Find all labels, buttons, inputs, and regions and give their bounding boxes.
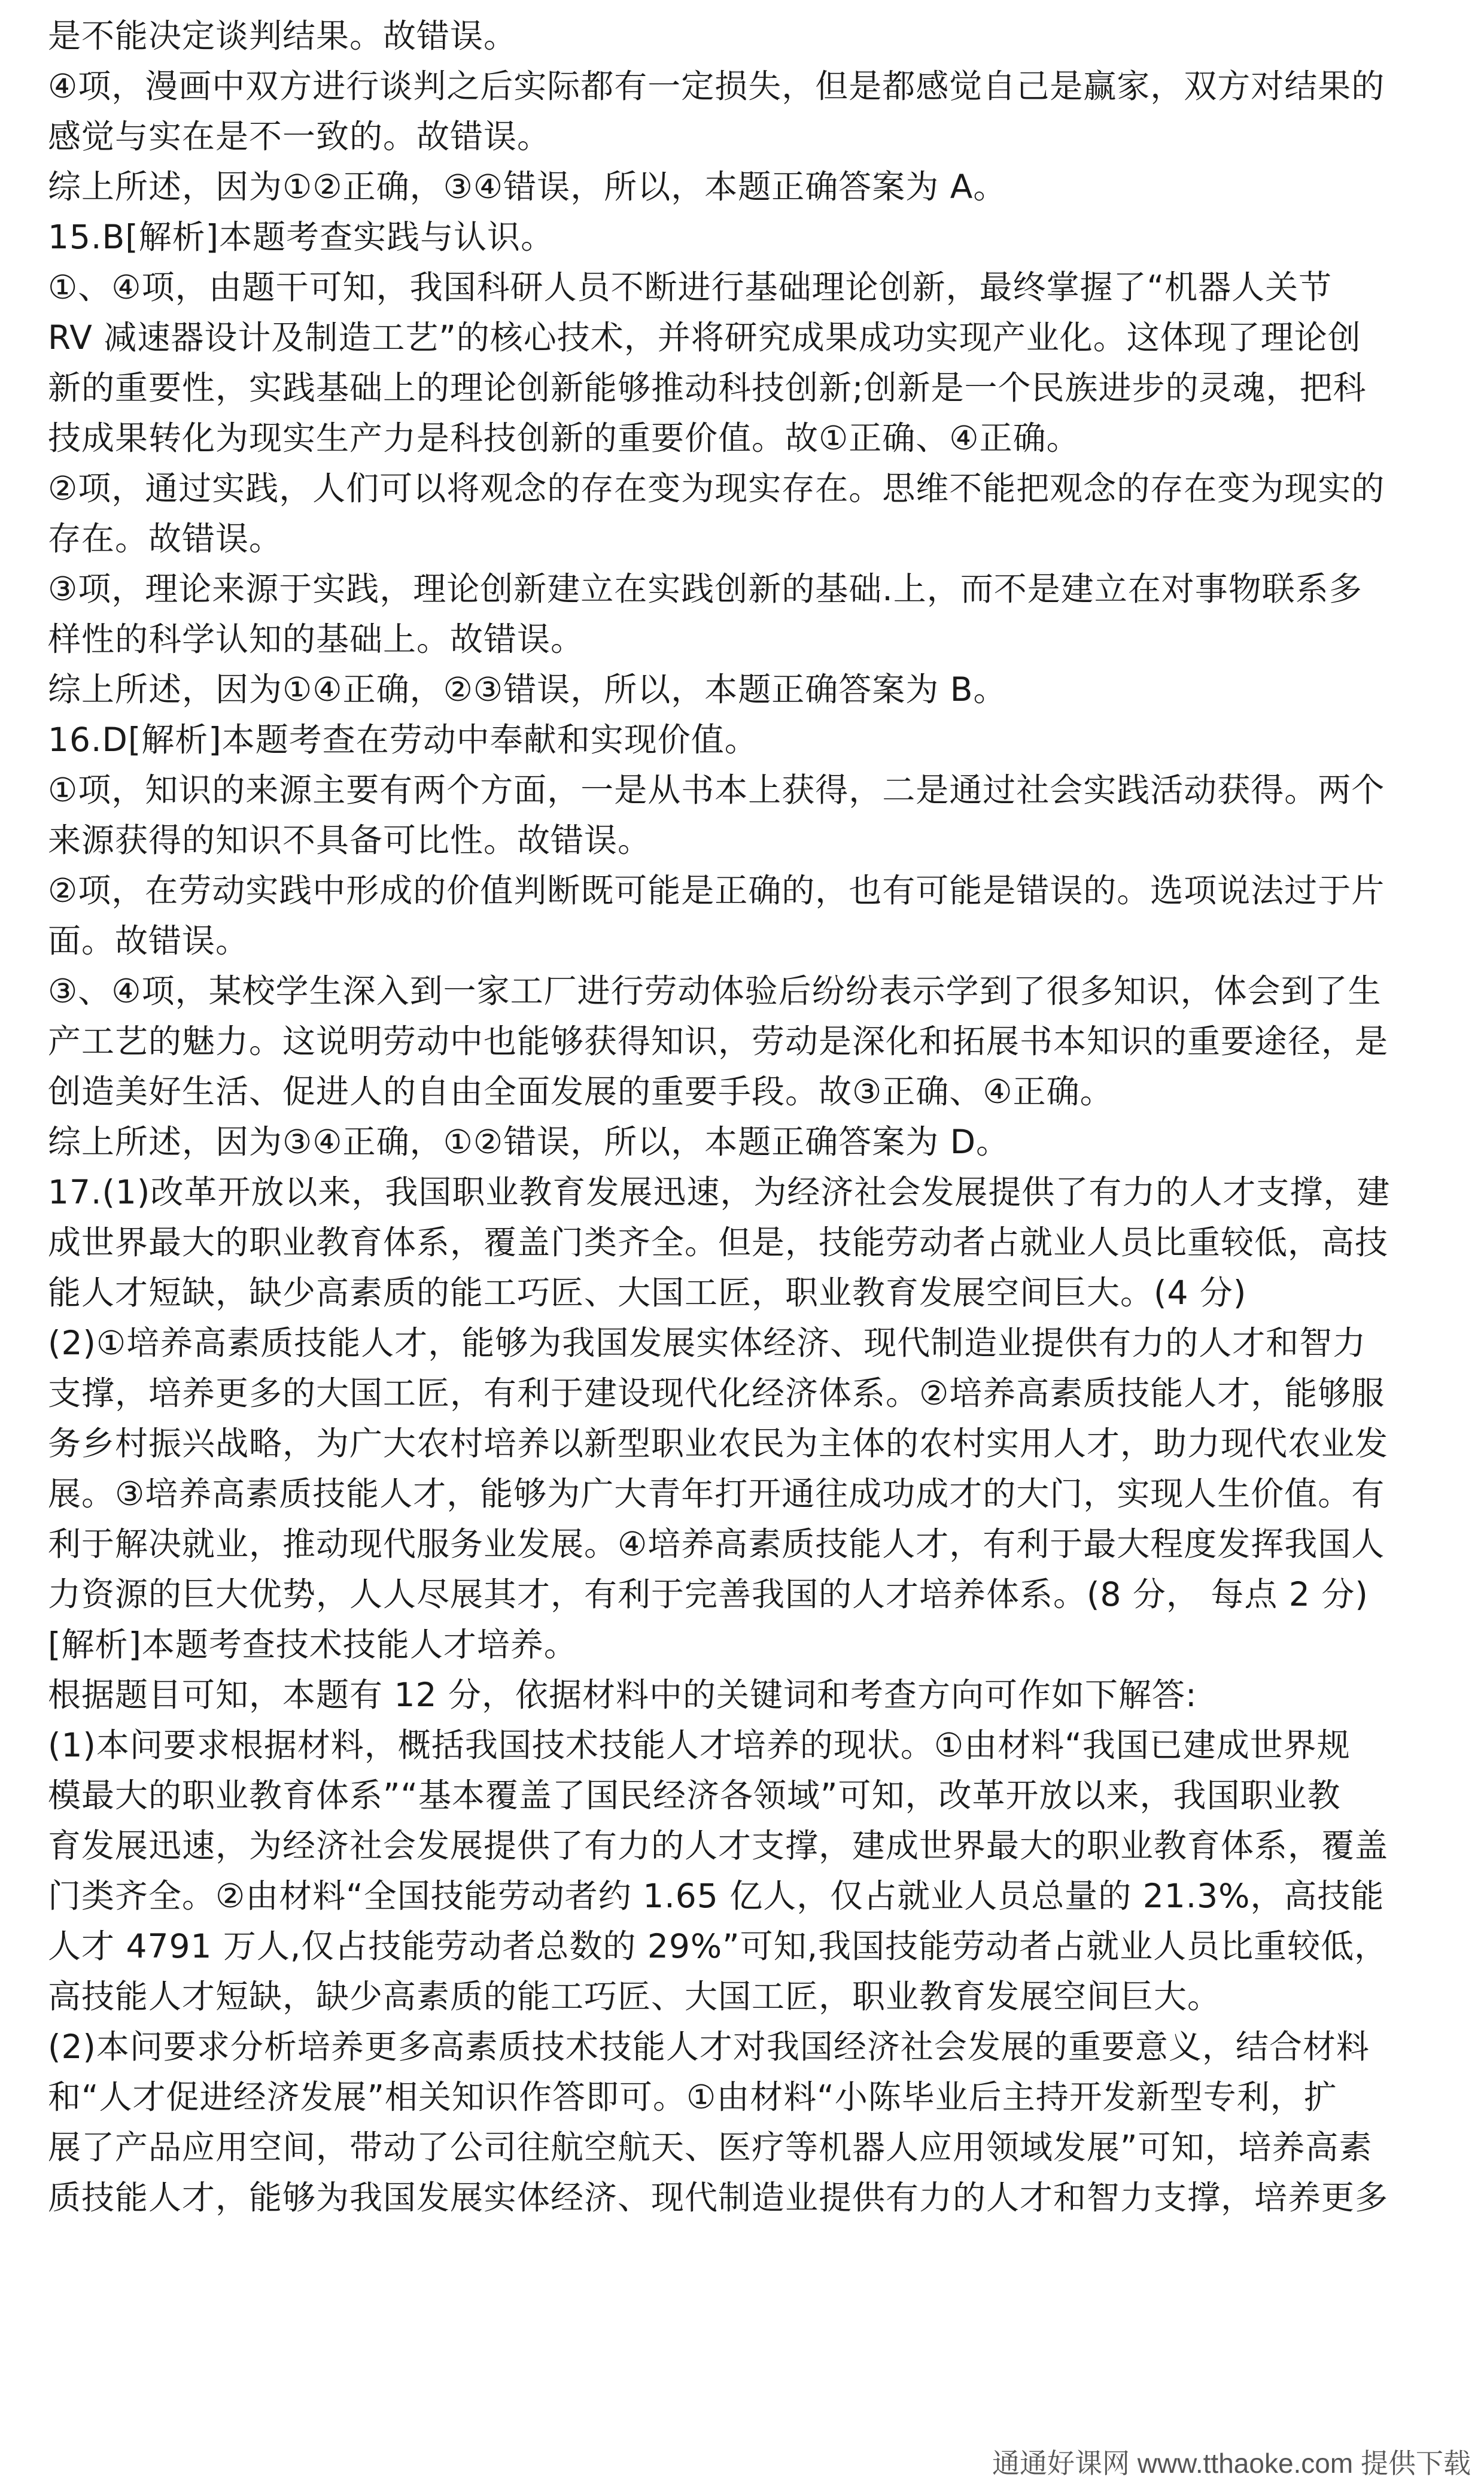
- text-line: 成世界最大的职业教育体系，覆盖门类齐全。但是，技能劳动者占就业人员比重较低，高技: [48, 1223, 1389, 1262]
- text-line: 技成果转化为现实生产力是科技创新的重要价值。故①正确、④正确。: [48, 419, 1080, 457]
- text-line: 模最大的职业教育体系”“基本覆盖了国民经济各领域”可知，改革开放以来，我国职业教: [48, 1776, 1341, 1815]
- text-line: 15.B[解析]本题考查实践与认识。: [48, 218, 555, 256]
- text-line: 是不能决定谈判结果。故错误。: [48, 17, 518, 55]
- text-line: 综上所述，因为①④正确，②③错误，所以，本题正确答案为 B。: [48, 670, 1007, 709]
- text-line: RV 减速器设计及制造工艺”的核心技术，并将研究成果成功实现产业化。这体现了理论创: [48, 318, 1361, 357]
- text-line: 新的重要性，实践基础上的理论创新能够推动科技创新;创新是一个民族进步的灵魂，把科: [48, 369, 1367, 407]
- text-line: ③、④项，某校学生深入到一家工厂进行劳动体验后纷纷表示学到了很多知识，体会到了生: [48, 972, 1382, 1010]
- text-line: (2)本问要求分析培养更多高素质技术技能人才对我国经济社会发展的重要意义，结合材料: [48, 2028, 1370, 2066]
- text-line: 创造美好生活、促进人的自由全面发展的重要手段。故③正确、④正确。: [48, 1072, 1114, 1111]
- text-line: 人才 4791 万人,仅占技能劳动者总数的 29%”可知,我国技能劳动者占就业人员比重较低，: [48, 1927, 1388, 1965]
- text-line: 和“人才促进经济发展”相关知识作答即可。①由材料“小陈毕业后主持开发新型专利，扩: [48, 2078, 1337, 2116]
- text-line: ③项，理论来源于实践，理论创新建立在实践创新的基础.上，而不是建立在对事物联系多: [48, 570, 1363, 608]
- text-line: 质技能人才，能够为我国发展实体经济、现代制造业提供有力的人才和智力支撑，培养更多: [48, 2178, 1389, 2217]
- text-line: 存在。故错误。: [48, 519, 283, 558]
- document-body: [48, 11, 1442, 2223]
- text-line: (2)①培养高素质技能人才，能够为我国发展实体经济、现代制造业提供有力的人才和智力: [48, 1324, 1367, 1362]
- text-line: 利于解决就业，推动现代服务业发展。④培养高素质技能人才，有利于最大程度发挥我国人: [48, 1525, 1385, 1563]
- text-line: ①、④项，由题干可知，我国科研人员不断进行基础理论创新，最终掌握了“机器人关节: [48, 268, 1333, 306]
- text-line: 样性的科学认知的基础上。故错误。: [48, 620, 585, 658]
- text-line: 务乡村振兴战略，为广大农村培养以新型职业农民为主体的农村实用人才，助力现代农业发: [48, 1424, 1389, 1463]
- text-line: 17.(1)改革开放以来，我国职业教育发展迅速，为经济社会发展提供了有力的人才支撑，建: [48, 1173, 1391, 1211]
- text-line: 门类齐全。②由材料“全国技能劳动者约 1.65 亿人，仅占就业人员总量的 21.3%，高技能: [48, 1877, 1385, 1915]
- text-line: 综上所述，因为③④正确，①②错误，所以，本题正确答案为 D。: [48, 1123, 1010, 1161]
- text-line: ①项，知识的来源主要有两个方面，一是从书本上获得，二是通过社会实践活动获得。两个: [48, 771, 1385, 809]
- text-line: 高技能人才短缺，缺少高素质的能工巧匠、大国工匠，职业教育发展空间巨大。: [48, 1977, 1221, 2016]
- text-line: ②项，在劳动实践中形成的价值判断既可能是正确的，也有可能是错误的。选项说法过于片: [48, 871, 1385, 910]
- text-line: 产工艺的魅力。这说明劳动中也能够获得知识，劳动是深化和拓展书本知识的重要途径，是: [48, 1022, 1389, 1060]
- text-line: 面。故错误。: [48, 922, 250, 960]
- text-line: 展了产品应用空间，带动了公司往航空航天、医疗等机器人应用领域发展”可知，培养高素: [48, 2128, 1373, 2166]
- text-line: (1)本问要求根据材料，概括我国技术技能人才培养的现状。①由材料“我国已建成世界规: [48, 1726, 1351, 1764]
- text-line: ②项，通过实践，人们可以将观念的存在变为现实存在。思维不能把观念的存在变为现实的: [48, 469, 1385, 507]
- text-line: 根据题目可知，本题有 12 分，依据材料中的关键词和考查方向可作如下解答:: [48, 1676, 1197, 1714]
- text-line: 来源获得的知识不具备可比性。故错误。: [48, 821, 652, 859]
- text-line: 能人才短缺，缺少高素质的能工巧匠、大国工匠，职业教育发展空间巨大。(4 分): [48, 1274, 1247, 1312]
- text-line: ④项，漫画中双方进行谈判之后实际都有一定损失，但是都感觉自己是赢家，双方对结果的: [48, 67, 1385, 105]
- text-line: 力资源的巨大优势，人人尽展其才，有利于完善我国的人才培养体系。(8 分， 每点 2 分): [48, 1575, 1369, 1613]
- text-line: 展。③培养高素质技能人才，能够为广大青年打开通往成功成才的大门，实现人生价值。有: [48, 1475, 1385, 1513]
- text-line: 16.D[解析]本题考查在劳动中奉献和实现价值。: [48, 721, 758, 759]
- text-line: 支撑，培养更多的大国工匠，有利于建设现代化经济体系。②培养高素质技能人才，能够服: [48, 1374, 1385, 1412]
- text-line: 育发展迅速，为经济社会发展提供了有力的人才支撑，建成世界最大的职业教育体系，覆盖: [48, 1827, 1389, 1865]
- site-watermark: 通通好课网 www.tthaoke.com 提供下载: [992, 2448, 1471, 2479]
- text-line: 感觉与实在是不一致的。故错误。: [48, 117, 551, 156]
- text-line: [解析]本题考查技术技能人才培养。: [48, 1625, 577, 1664]
- text-line: 综上所述，因为①②正确，③④错误，所以，本题正确答案为 A。: [48, 168, 1007, 206]
